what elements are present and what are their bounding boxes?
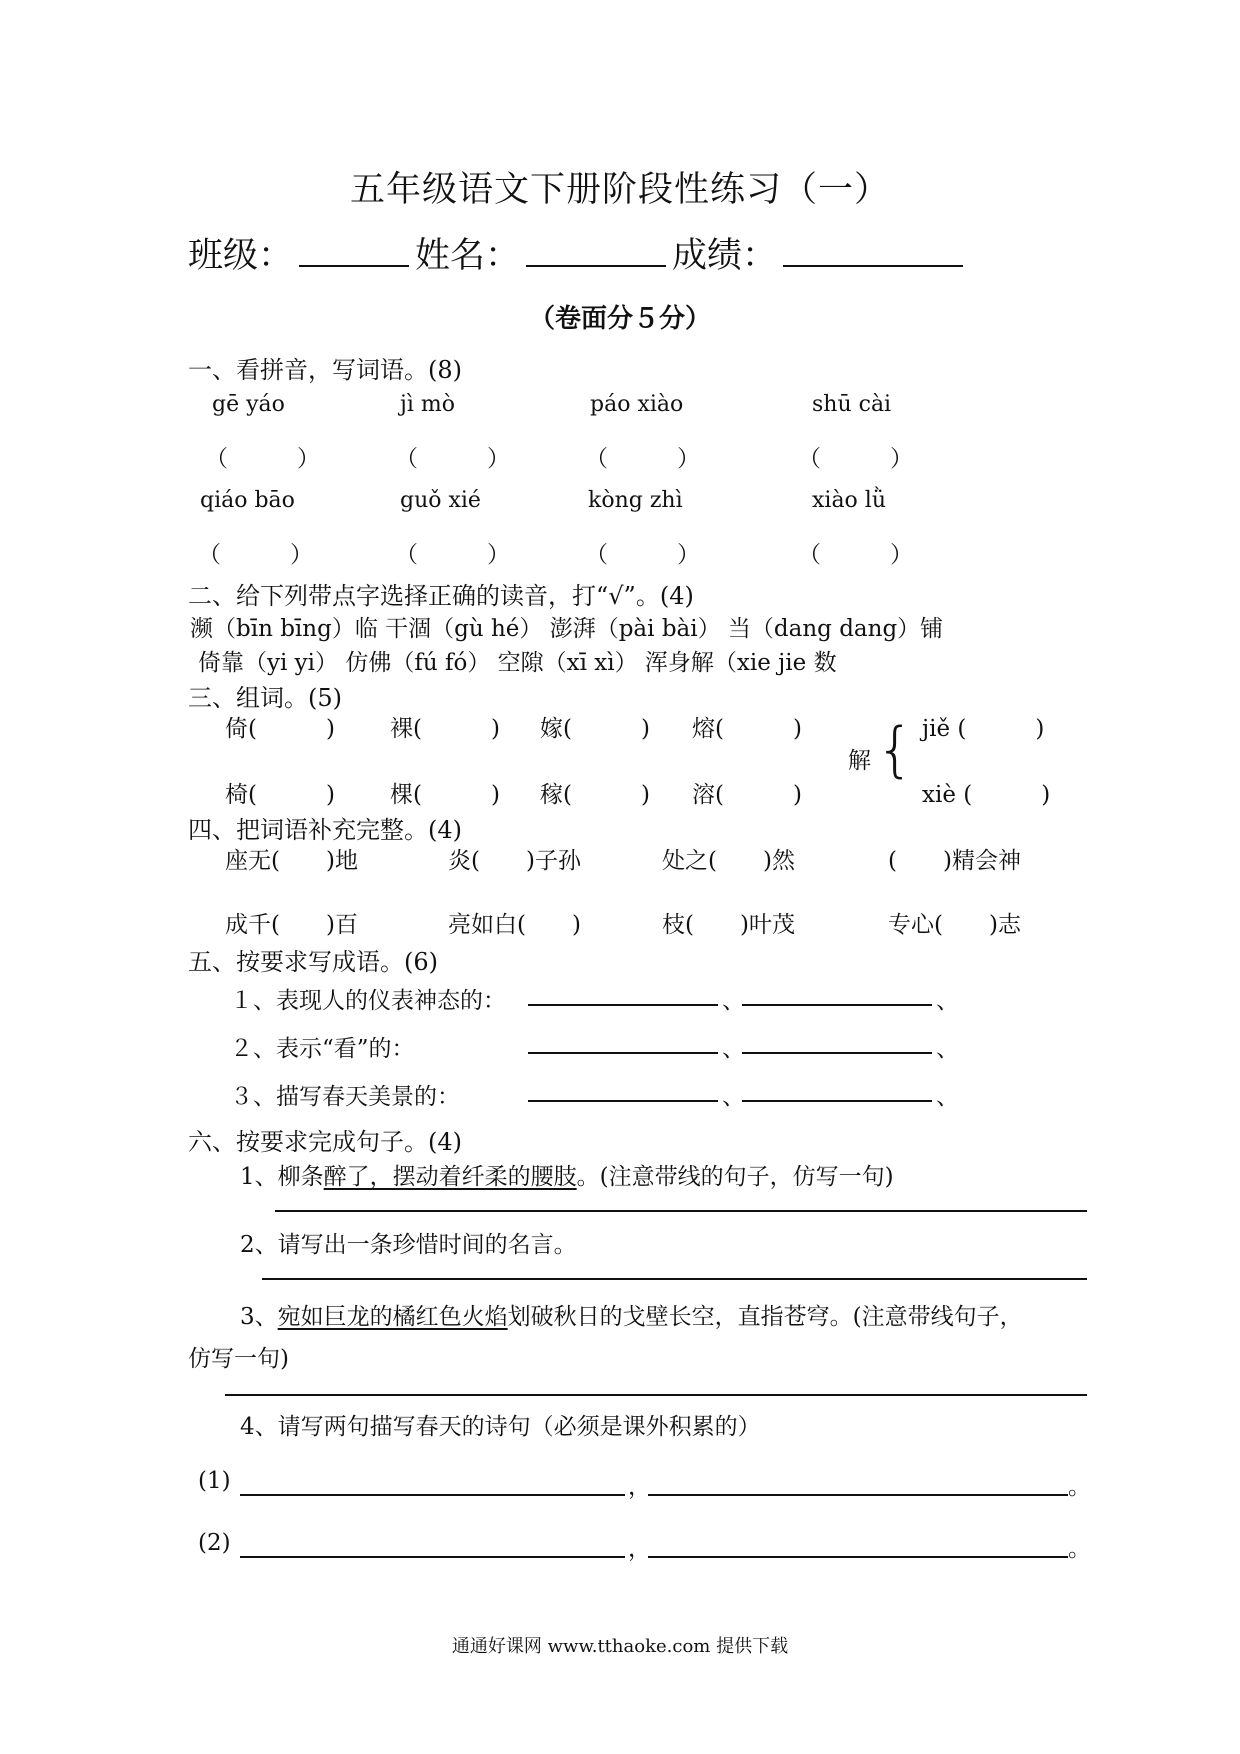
separator: 、 xyxy=(722,1084,745,1110)
score-blank[interactable] xyxy=(783,235,963,267)
pinyin-7: kòng zhì xyxy=(588,488,683,513)
answer-paren[interactable]: （ ） xyxy=(798,446,913,472)
pinyin-5: qiáo bāo xyxy=(200,488,295,513)
answer-paren[interactable]: （ ） xyxy=(205,446,320,472)
separator: 、 xyxy=(936,988,959,1014)
answer-line[interactable] xyxy=(528,1052,718,1054)
answer-line[interactable] xyxy=(648,1556,1068,1558)
answer-line[interactable] xyxy=(742,1004,932,1006)
answer-line[interactable] xyxy=(240,1556,625,1558)
pinyin-8: xiào lǜ xyxy=(812,488,887,513)
period: 。 xyxy=(1068,1536,1091,1562)
section-3-heading: 三、组词。(5) xyxy=(188,684,342,712)
poem-line-1-label: (1) xyxy=(198,1468,231,1494)
answer-line[interactable] xyxy=(742,1052,932,1054)
jie-reading-1[interactable]: jiě ( ) xyxy=(922,716,1045,742)
separator: 、 xyxy=(722,1036,745,1062)
answer-line[interactable] xyxy=(225,1394,1087,1396)
pronunciation-line-1[interactable]: 濒（bīn bīng）临 干涸（gù hé） 澎湃（pài bài） 当（dang dang）铺 xyxy=(190,616,944,642)
name-blank[interactable] xyxy=(526,235,666,267)
answer-paren[interactable]: （ ） xyxy=(395,542,510,568)
comma: ， xyxy=(628,1474,651,1500)
q3-prefix: 3、 xyxy=(240,1304,278,1330)
q3-underlined: 宛如巨龙的橘红色火焰 xyxy=(277,1304,508,1330)
period: 。 xyxy=(1068,1474,1091,1500)
answer-line[interactable] xyxy=(240,1494,625,1496)
idiom-fill-item[interactable]: 亮如白( ) xyxy=(448,912,581,938)
word-build-item[interactable]: 裸( ) xyxy=(390,716,500,742)
idiom-prompt-3: ３、描写春天美景的： xyxy=(230,1084,460,1110)
answer-paren[interactable]: （ ） xyxy=(585,542,700,568)
answer-paren[interactable]: （ ） xyxy=(585,446,700,472)
sentence-q1 xyxy=(240,1158,894,1191)
idiom-fill-item[interactable]: 枝( )叶茂 xyxy=(662,912,795,938)
pronunciation-line-2[interactable]: 倚靠（yi yi） 仿佛（fú fó） 空隙（xī xì） 浑身解（xie jie 数 xyxy=(198,650,837,676)
sentence-q3-cont: 仿写一句) xyxy=(188,1346,289,1372)
section-5-heading: 五、按要求写成语。(6) xyxy=(188,948,438,976)
idiom-fill-item[interactable]: 处之( )然 xyxy=(662,848,795,874)
pinyin-1: gē yáo xyxy=(212,392,285,417)
student-info-line xyxy=(188,228,969,278)
answer-line[interactable] xyxy=(528,1100,718,1102)
brace-icon: { xyxy=(876,715,915,785)
idiom-fill-item[interactable]: 座无( )地 xyxy=(225,848,358,874)
idiom-prompt-2: ２、表示“看”的： xyxy=(230,1036,415,1062)
page-title: 五年级语文下册阶段性练习（一） xyxy=(349,170,890,210)
section-6-heading: 六、按要求完成句子。(4) xyxy=(188,1128,462,1156)
sentence-q2: 2、请写出一条珍惜时间的名言。 xyxy=(240,1232,577,1258)
q1-suffix: 。(注意带线的句子，仿写一句) xyxy=(576,1164,894,1190)
pinyin-4: shū cài xyxy=(812,392,892,417)
pinyin-2: jì mò xyxy=(400,392,455,417)
sentence-q4: 4、请写两句描写春天的诗句（必须是课外积累的） xyxy=(240,1414,761,1440)
section-2-heading: 二、给下列带点字选择正确的读音，打“√”。(4) xyxy=(188,582,694,610)
poem-line-2-label: (2) xyxy=(198,1530,231,1556)
jie-character: 解 xyxy=(848,748,871,774)
q3-suffix: 划破秋日的戈壁长空，直指苍穹。(注意带线句子， xyxy=(507,1304,1023,1330)
answer-line[interactable] xyxy=(275,1210,1087,1212)
word-build-item[interactable]: 嫁( ) xyxy=(540,716,650,742)
word-build-item[interactable]: 熔( ) xyxy=(692,716,802,742)
separator: 、 xyxy=(936,1084,959,1110)
sentence-q3 xyxy=(240,1298,1023,1331)
idiom-fill-item[interactable]: 成千( )百 xyxy=(225,912,358,938)
pinyin-3: páo xiào xyxy=(590,392,684,417)
answer-paren[interactable]: （ ） xyxy=(798,542,913,568)
q1-underlined: 醉了，摆动着纤柔的腰肢 xyxy=(323,1164,577,1190)
answer-paren[interactable]: （ ） xyxy=(198,542,313,568)
answer-line[interactable] xyxy=(528,1004,718,1006)
separator: 、 xyxy=(722,988,745,1014)
idiom-fill-item[interactable]: 专心( )志 xyxy=(888,912,1021,938)
word-build-item[interactable]: 椅( ) xyxy=(225,782,335,808)
answer-line[interactable] xyxy=(648,1494,1068,1496)
idiom-fill-item[interactable]: 炎( )子孙 xyxy=(448,848,581,874)
idiom-fill-item[interactable]: ( )精会神 xyxy=(888,848,1021,874)
word-build-item[interactable]: 倚( ) xyxy=(225,716,335,742)
answer-paren[interactable]: （ ） xyxy=(395,446,510,472)
class-blank[interactable] xyxy=(299,235,409,267)
section-1-heading: 一、看拼音，写词语。(8) xyxy=(188,356,462,384)
answer-line[interactable] xyxy=(742,1100,932,1102)
score-label: 成绩： xyxy=(672,236,778,276)
separator: 、 xyxy=(936,1036,959,1062)
word-build-item[interactable]: 棵( ) xyxy=(390,782,500,808)
page-subtitle: （卷面分５分） xyxy=(528,304,711,334)
section-4-heading: 四、把词语补充完整。(4) xyxy=(188,816,462,844)
q1-prefix: 1、柳条 xyxy=(240,1164,324,1190)
jie-reading-2[interactable]: xiè ( ) xyxy=(922,782,1051,808)
pinyin-6: guǒ xié xyxy=(400,488,481,513)
idiom-prompt-1: １、表现人的仪表神态的： xyxy=(230,988,506,1014)
name-label: 姓名： xyxy=(415,236,521,276)
answer-line[interactable] xyxy=(262,1278,1087,1280)
footer-credit: 通通好课网 www.tthaoke.com 提供下载 xyxy=(451,1636,789,1657)
word-build-item[interactable]: 溶( ) xyxy=(692,782,802,808)
class-label: 班级： xyxy=(188,236,294,276)
word-build-item[interactable]: 稼( ) xyxy=(540,782,650,808)
comma: ， xyxy=(628,1536,651,1562)
